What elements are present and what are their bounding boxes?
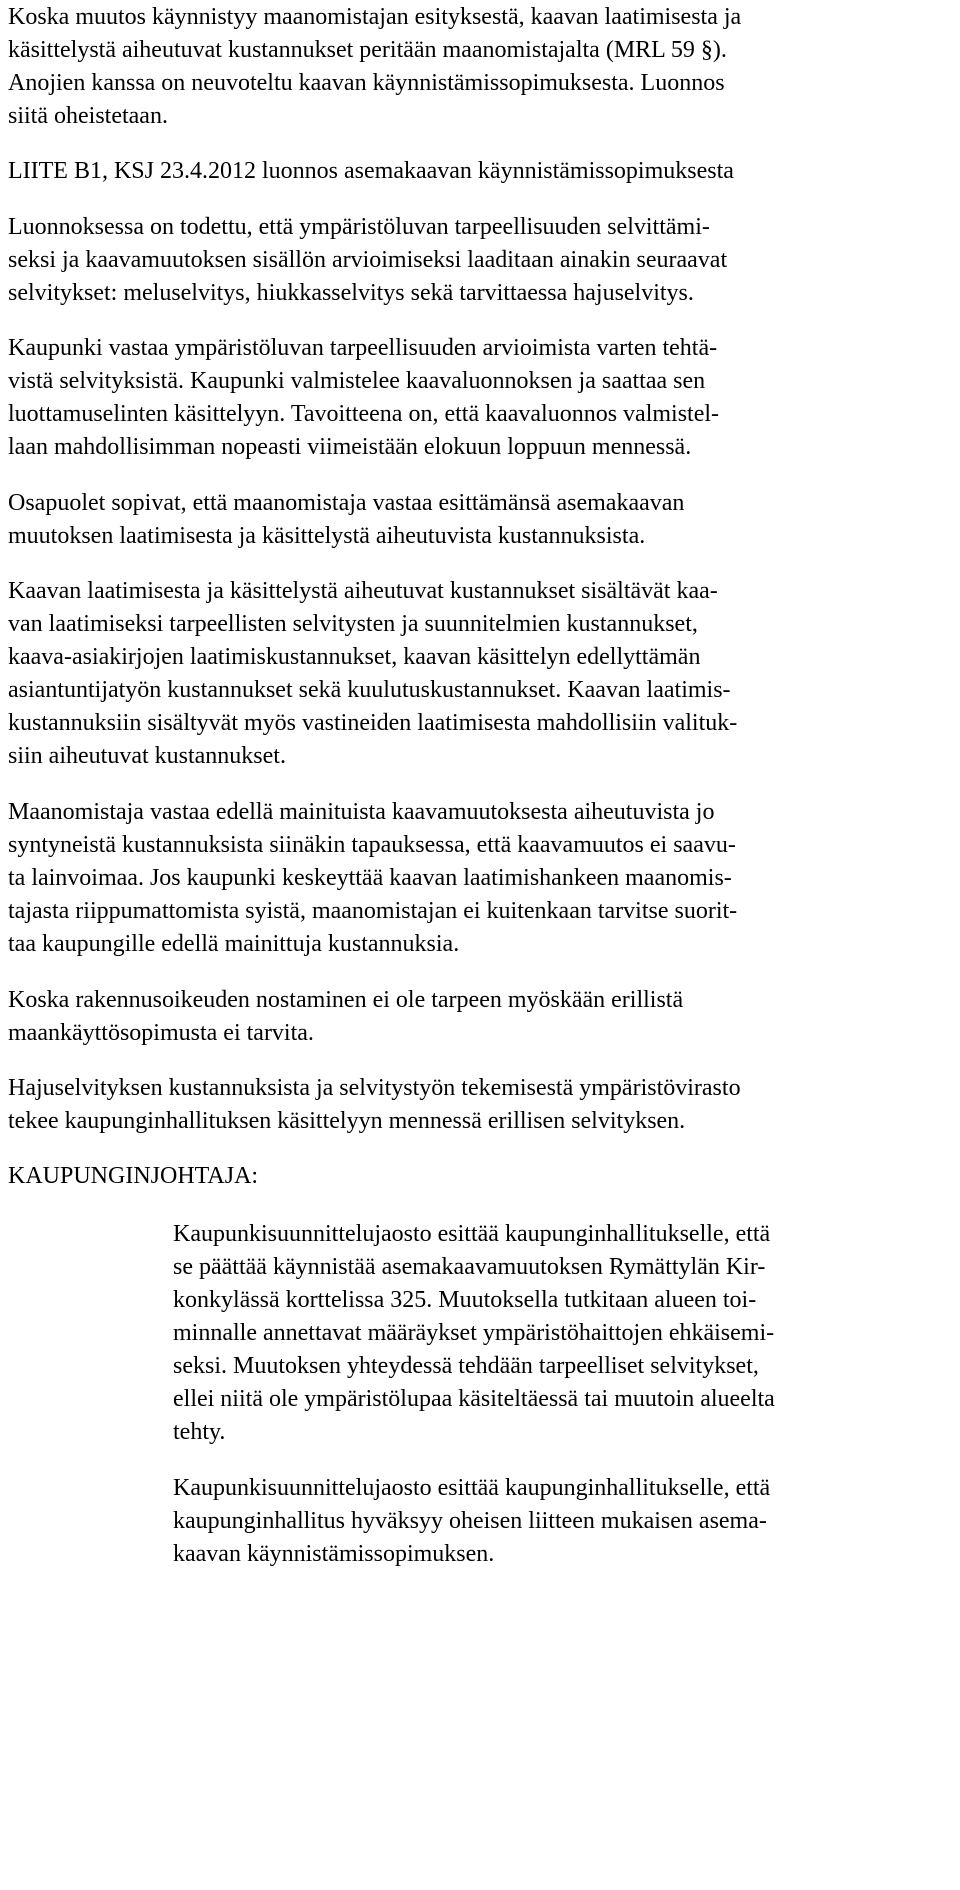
- text-line: siin aiheutuvat kustannukset.: [8, 743, 286, 769]
- text-line: Kaupunki vastaa ympäristöluvan tarpeellisuuden arvioimista varten tehtä-: [8, 335, 718, 361]
- text-line: konkylässä korttelissa 325. Muutoksella tutkitaan alueen toi-: [173, 1287, 757, 1313]
- text-line: Osapuolet sopivat, että maanomistaja vastaa esittämänsä asemakaavan: [8, 490, 685, 516]
- text-line: kustannuksiin sisältyvät myös vastineiden laatimisesta mahdollisiin valituk-: [8, 710, 738, 736]
- text-line: se päättää käynnistää asemakaavamuutoksen Rymättylän Kir-: [173, 1254, 766, 1280]
- text-line: syntyneistä kustannuksista siinäkin tapauksessa, että kaavamuutos ei saavu-: [8, 832, 736, 858]
- text-line: seksi ja kaavamuutoksen sisällön arvioimiseksi laaditaan ainakin seuraavat: [8, 247, 728, 273]
- text-line: kaavan käynnistämissopimuksen.: [173, 1541, 495, 1567]
- text-line: Koska rakennusoikeuden nostaminen ei ole tarpeen myöskään erillistä: [8, 987, 684, 1013]
- text-line: minnalle annettavat määräykset ympäristöhaittojen ehkäisemi-: [173, 1320, 775, 1346]
- section-heading: KAUPUNGINJOHTAJA:: [8, 1163, 259, 1189]
- text-line: laan mahdollisimman nopeasti viimeistään elokuun loppuun mennessä.: [8, 434, 692, 460]
- text-line: Koska muutos käynnistyy maanomistajan esityksestä, kaavan laatimisesta ja: [8, 4, 742, 30]
- text-line: seksi. Muutoksen yhteydessä tehdään tarpeelliset selvitykset,: [173, 1353, 759, 1379]
- text-line: Luonnoksessa on todettu, että ympäristöluvan tarpeellisuuden selvittämi-: [8, 214, 710, 240]
- text-line: tekee kaupunginhallituksen käsittelyyn mennessä erillisen selvityksen.: [8, 1108, 686, 1134]
- text-line: ellei niitä ole ympäristölupaa käsiteltäessä tai muutoin alueelta: [173, 1386, 775, 1412]
- text-line: siitä oheistetaan.: [8, 103, 168, 129]
- text-line: Kaupunkisuunnittelujaosto esittää kaupunginhallitukselle, että: [173, 1475, 771, 1501]
- text-line: maankäyttösopimusta ei tarvita.: [8, 1020, 314, 1046]
- text-line: Kaavan laatimisesta ja käsittelystä aiheutuvat kustannukset sisältävät kaa-: [8, 578, 718, 604]
- text-line: Hajuselvityksen kustannuksista ja selvitystyön tekemisestä ympäristövirasto: [8, 1075, 741, 1101]
- text-line: luottamuselinten käsittelyyn. Tavoitteena on, että kaavaluonnos valmistel-: [8, 401, 720, 427]
- text-line: taa kaupungille edellä mainittuja kustannuksia.: [8, 931, 460, 957]
- text-line: selvitykset: meluselvitys, hiukkasselvitys sekä tarvittaessa hajuselvitys.: [8, 280, 694, 306]
- text-line: tajasta riippumattomista syistä, maanomistajan ei kuitenkaan tarvitse suorit-: [8, 898, 738, 924]
- text-line: ta lainvoimaa. Jos kaupunki keskeyttää kaavan laatimishankeen maanomis-: [8, 865, 732, 891]
- text-line: van laatimiseksi tarpeellisten selvitysten ja suunnitelmien kustannukset,: [8, 611, 698, 637]
- text-line: asiantuntijatyön kustannukset sekä kuulutuskustannukset. Kaavan laatimis-: [8, 677, 731, 703]
- text-line: vistä selvityksistä. Kaupunki valmistelee kaavaluonnoksen ja saattaa sen: [8, 368, 706, 394]
- text-line: kaupunginhallitus hyväksyy oheisen liitteen mukaisen asema-: [173, 1508, 767, 1534]
- text-line: Anojien kanssa on neuvoteltu kaavan käynnistämissopimuksesta. Luonnos: [8, 70, 725, 96]
- text-line: LIITE B1, KSJ 23.4.2012 luonnos asemakaavan käynnistämissopimuksesta: [8, 158, 734, 184]
- text-line: tehty.: [173, 1419, 226, 1445]
- text-line: kaava-asiakirjojen laatimiskustannukset, kaavan käsittelyn edellyttämän: [8, 644, 701, 670]
- text-line: Maanomistaja vastaa edellä mainituista kaavamuutoksesta aiheutuvista jo: [8, 799, 715, 825]
- text-line: muutoksen laatimisesta ja käsittelystä aiheutuvista kustannuksista.: [8, 523, 646, 549]
- text-line: Kaupunkisuunnittelujaosto esittää kaupunginhallitukselle, että: [173, 1221, 771, 1247]
- text-line: käsittelystä aiheutuvat kustannukset peritään maanomistajalta (MRL 59 §).: [8, 37, 727, 63]
